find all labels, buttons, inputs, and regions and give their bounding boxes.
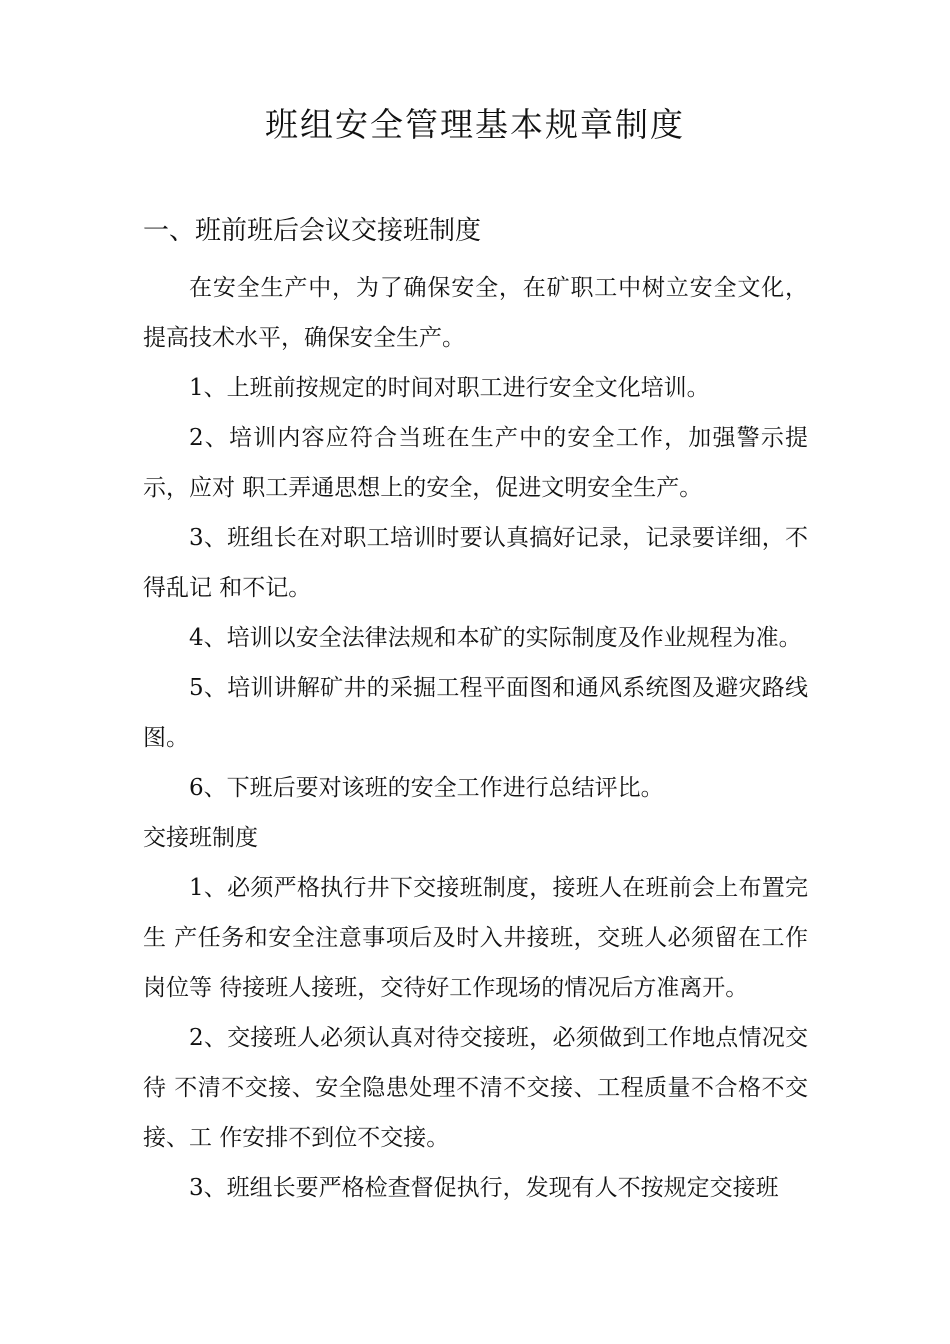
paragraph: 3、班组长要严格检查督促执行，发现有人不按规定交接班	[189, 1175, 779, 1201]
paragraph: 6、下班后要对该班的安全工作进行总结评比。	[189, 775, 664, 801]
document-body	[143, 207, 808, 1213]
paragraph: 3、班组长在对职工培训时要认真搞好记录，记录要详细，不得乱记 和不记。	[143, 525, 808, 601]
paragraph: 2、交接班人必须认真对待交接班，必须做到工作地点情况交待 不清不交接、安全隐患处理不清不交接、工程质量不合格不交接、工 作安排不到位不交接。	[143, 1025, 808, 1151]
paragraph: 在安全生产中，为了确保安全，在矿职工中树立安全文化，提高技术水平，确保安全生产。	[143, 275, 808, 351]
section-heading: 一、班前班后会议交接班制度	[143, 216, 482, 246]
paragraph: 4、培训以安全法律法规和本矿的实际制度及作业规程为准。	[189, 625, 802, 651]
paragraph: 1、上班前按规定的时间对职工进行安全文化培训。	[189, 375, 710, 401]
subsection-heading: 交接班制度	[143, 825, 258, 851]
paragraph: 2、培训内容应符合当班在生产中的安全工作，加强警示提示，应对 职工弄通思想上的安全，促进文明安全生产。	[143, 425, 808, 501]
paragraph: 5、培训讲解矿井的采掘工程平面图和通风系统图及避灾路线图。	[143, 675, 808, 751]
document-title: 班组安全管理基本规章制度	[265, 105, 685, 144]
paragraph: 1、必须严格执行井下交接班制度，接班人在班前会上布置完生 产任务和安全注意事项后及时入井接班，交班人必须留在工作岗位等 待接班人接班，交待好工作现场的情况后方准离开。	[143, 875, 808, 1001]
